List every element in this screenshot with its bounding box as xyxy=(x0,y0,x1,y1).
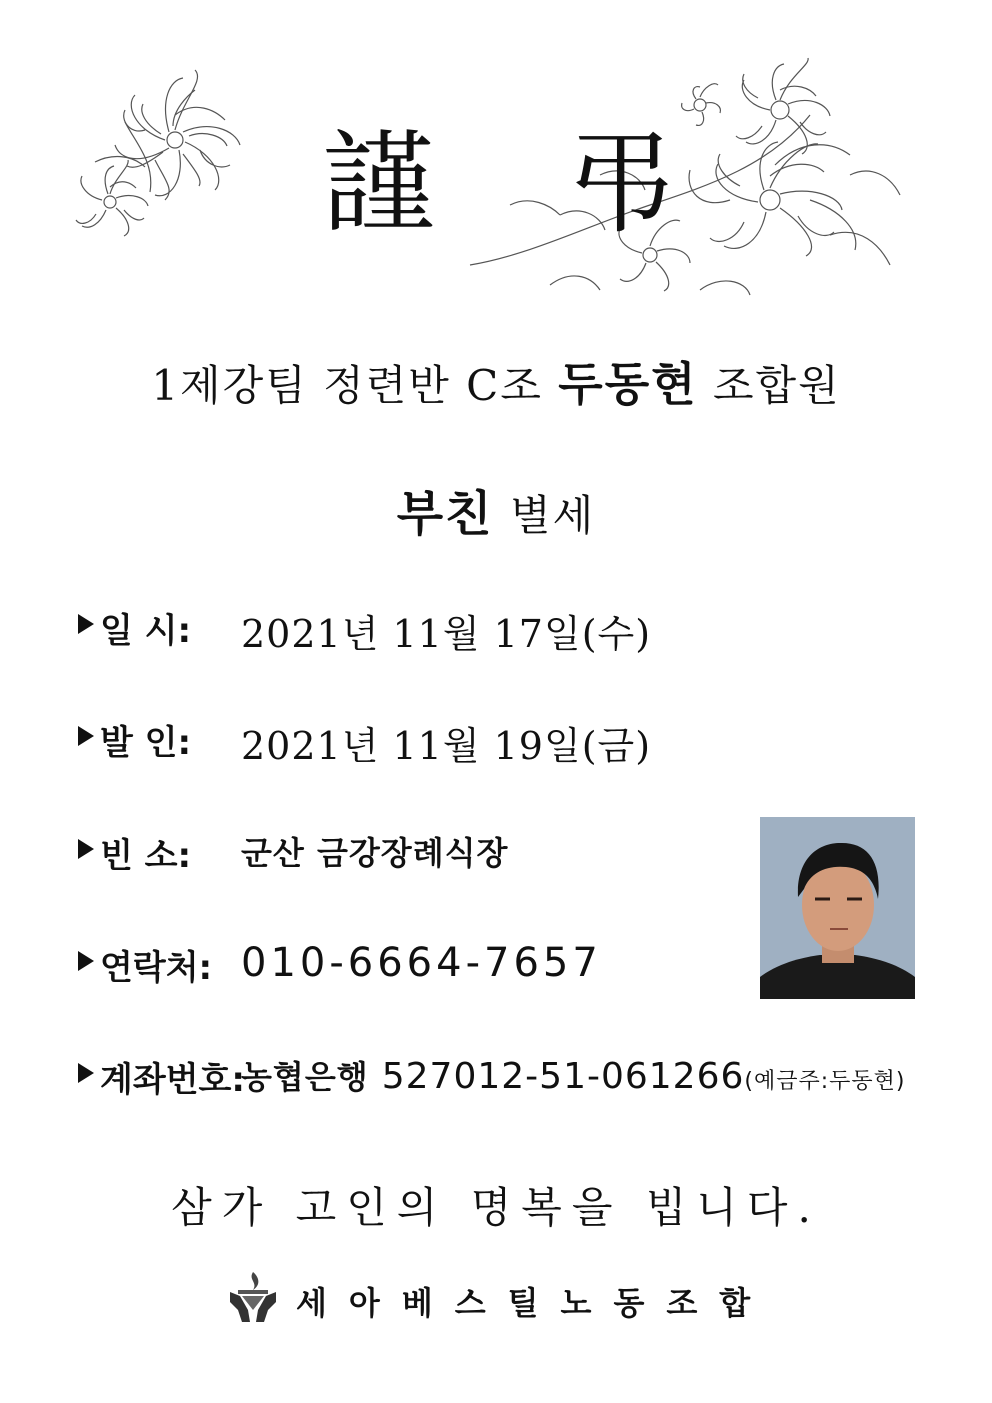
detail-row-contact xyxy=(78,940,602,990)
member-name: 두동현 xyxy=(558,357,698,411)
member-line xyxy=(0,348,992,414)
hands-flame-logo-icon xyxy=(228,1270,278,1328)
arrow-right-icon xyxy=(78,1063,94,1083)
chrysanthemum-left-illustration xyxy=(65,62,250,247)
burial-value: 2021년 11월 19일(금) xyxy=(241,724,652,768)
member-affiliation: 1제강팀 정련반 C조 xyxy=(151,361,543,410)
contact-phone: 010-6664-7657 xyxy=(241,940,602,986)
account-value xyxy=(241,1052,905,1098)
union-name: 세아베스틸노동조합 xyxy=(296,1284,773,1322)
contact-label: 연락처: xyxy=(100,948,213,988)
date-value: 2021년 11월 17일(수) xyxy=(241,612,652,656)
venue-label: 빈 소: xyxy=(100,836,192,876)
date-label: 일 시: xyxy=(100,611,192,651)
member-title: 조합원 xyxy=(712,361,841,410)
account-bank: 농협은행 xyxy=(241,1058,369,1096)
account-label: 계좌번호: xyxy=(100,1060,245,1100)
detail-row-burial xyxy=(78,715,652,768)
arrow-right-icon xyxy=(78,614,94,634)
closing-message: 삼가 고인의 명복을 빕니다. xyxy=(171,1183,821,1232)
title-char-condolence: 謹 xyxy=(322,119,434,249)
account-holder: (예금주:두동현) xyxy=(744,1069,906,1094)
arrow-right-icon xyxy=(78,951,94,971)
venue-value: 군산 금강장례식장 xyxy=(241,834,509,872)
deceased-relation: 부친 xyxy=(396,486,494,542)
title-char-mourning: 弔 xyxy=(565,119,677,249)
relation-line xyxy=(0,475,992,544)
chrysanthemum-right-illustration xyxy=(450,55,915,305)
detail-row-account xyxy=(78,1052,906,1102)
arrow-right-icon xyxy=(78,726,94,746)
account-number: 527012-51-061266 xyxy=(381,1056,745,1097)
portrait-photo xyxy=(760,817,915,999)
death-notice: 별세 xyxy=(510,491,596,540)
arrow-right-icon xyxy=(78,839,94,859)
burial-label: 발 인: xyxy=(100,723,192,763)
detail-row-date xyxy=(78,603,652,656)
detail-row-venue xyxy=(78,828,509,878)
